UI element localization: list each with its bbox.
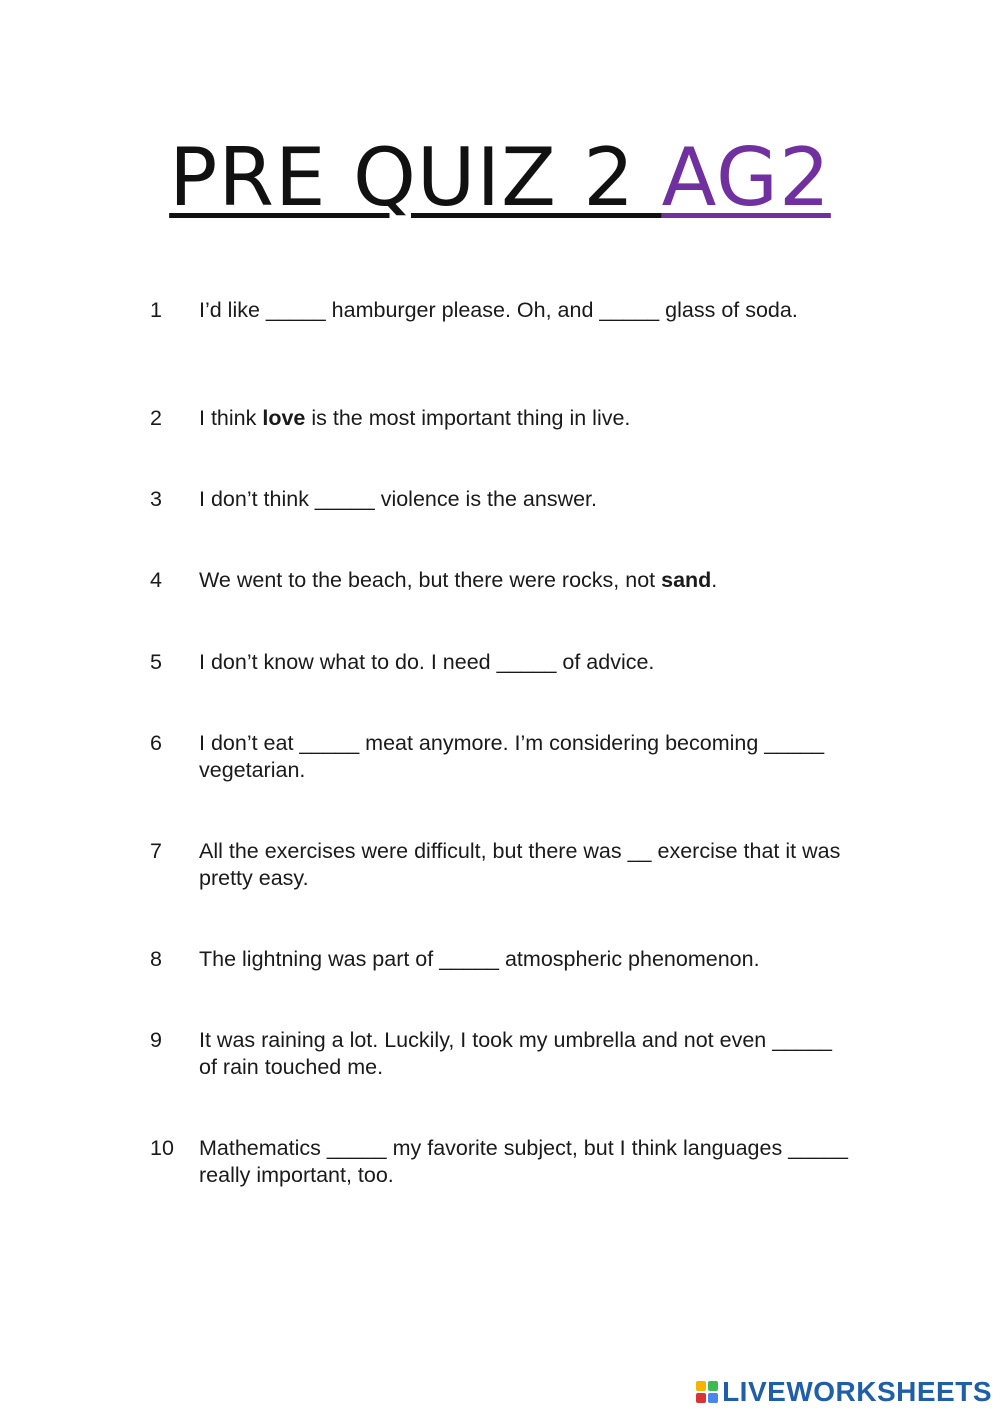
title-accent: AG2: [661, 131, 831, 224]
question-item: [150, 649, 850, 676]
question-text: [199, 1135, 850, 1189]
page-title: [0, 130, 1000, 226]
question-item: [150, 1027, 850, 1081]
text-segment: I don’t eat _____ meat anymore. I’m considering becoming _____ vegetarian.: [199, 731, 825, 782]
question-text: [199, 946, 850, 973]
logo-square-1: [696, 1381, 706, 1391]
logo-square-4: [708, 1393, 718, 1403]
liveworksheets-logo-icon: [696, 1381, 718, 1403]
question-number: 9: [150, 1028, 162, 1052]
text-segment: I don’t think _____ violence is the answer.: [199, 487, 598, 511]
question-text: [199, 297, 850, 324]
question-text: [199, 486, 850, 513]
question-item: [150, 297, 850, 324]
text-segment: .: [711, 568, 718, 592]
text-segment: is the most important thing in live.: [305, 406, 631, 430]
question-text: [199, 1027, 850, 1081]
question-number: 5: [150, 650, 162, 674]
question-number: 2: [150, 406, 162, 430]
question-number: 8: [150, 947, 162, 971]
question-text: [199, 567, 850, 594]
question-item: [150, 946, 850, 973]
text-segment: I don’t know what to do. I need _____ of advice.: [199, 650, 655, 674]
bold-keyword: love: [262, 406, 306, 430]
title-main: PRE QUIZ 2: [169, 131, 662, 224]
question-item: [150, 405, 850, 432]
question-number: 7: [150, 839, 162, 863]
logo-square-2: [708, 1381, 718, 1391]
text-segment: All the exercises were difficult, but there was __ exercise that it was pretty easy.: [199, 839, 841, 890]
text-segment: I’d like _____ hamburger please. Oh, and _____ glass of soda.: [199, 298, 798, 322]
liveworksheets-logo: [696, 1377, 992, 1407]
question-number: 4: [150, 568, 162, 592]
question-item: [150, 1135, 850, 1189]
question-text: [199, 405, 850, 432]
question-text: [199, 649, 850, 676]
logo-square-3: [696, 1393, 706, 1403]
text-segment: We went to the beach, but there were rocks, not: [199, 568, 662, 592]
text-segment: I think: [199, 406, 263, 430]
text-segment: It was raining a lot. Luckily, I took my umbrella and not even _____ of rain touched me.: [199, 1028, 833, 1079]
text-segment: The lightning was part of _____ atmospheric phenomenon.: [199, 947, 760, 971]
question-item: [150, 838, 850, 892]
question-item: [150, 567, 850, 594]
bold-keyword: sand: [661, 568, 712, 592]
question-number: 6: [150, 731, 162, 755]
question-text: [199, 838, 850, 892]
question-number: 3: [150, 487, 162, 511]
question-item: [150, 730, 850, 784]
logo-text: LIVEWORKSHEETS: [722, 1376, 992, 1407]
question-text: [199, 730, 850, 784]
question-number: 10: [150, 1136, 174, 1160]
question-item: [150, 486, 850, 513]
question-number: 1: [150, 298, 162, 322]
text-segment: Mathematics _____ my favorite subject, but I think languages _____ really important, too.: [199, 1136, 848, 1187]
